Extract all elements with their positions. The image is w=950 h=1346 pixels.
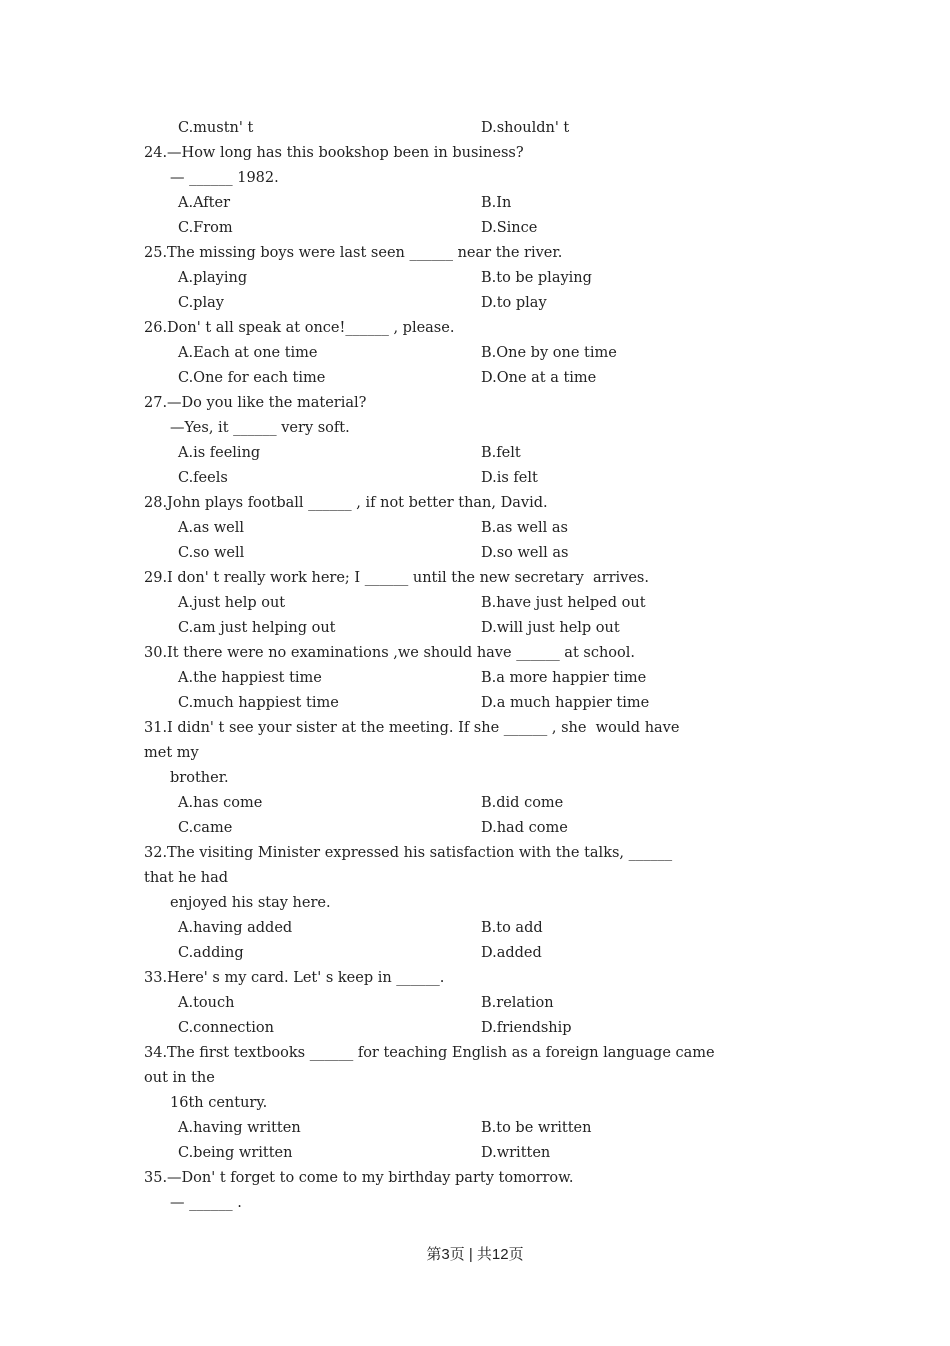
option-d: D.will just help out [481, 620, 620, 636]
option-row [144, 1116, 804, 1141]
option-row [144, 116, 804, 141]
option-row [144, 666, 804, 691]
option-c: C.being written [178, 1145, 293, 1161]
question-34-text: 34.The first textbooks ______ for teaching English as a foreign language came [144, 1045, 715, 1061]
question-32-text: 32.The visiting Minister expressed his satisfaction with the talks, ______ [144, 845, 673, 861]
option-c: C.am just helping out [178, 620, 336, 636]
option-c: C.From [178, 220, 233, 236]
question-35-text: 35.—Don' t forget to come to my birthday party tomorrow. [144, 1170, 574, 1186]
option-b: B.to add [481, 920, 543, 936]
question-33-text: 33.Here' s my card. Let' s keep in ______. [144, 970, 445, 986]
question-31-text: 31.I didn' t see your sister at the meeting. If she ______ , she would have [144, 720, 680, 736]
option-row [144, 366, 804, 391]
option-a: A.just help out [178, 595, 286, 611]
option-a: A.as well [178, 520, 245, 536]
option-c: C.came [178, 820, 233, 836]
question-35-reply: — ______ . [170, 1195, 242, 1211]
question-24-text: 24.—How long has this bookshop been in business? [144, 145, 524, 161]
option-b: B.relation [481, 995, 554, 1011]
option-c: C.adding [178, 945, 244, 961]
question-30-text: 30.It there were no examinations ,we should have ______ at school. [144, 645, 635, 661]
option-a: A.After [178, 195, 231, 211]
option-row [144, 616, 804, 641]
option-d: D.written [481, 1145, 551, 1161]
question-31-text-cont: met my [144, 745, 199, 761]
option-row [144, 216, 804, 241]
question-32-text-cont: enjoyed his stay here. [170, 895, 331, 911]
option-row [144, 466, 804, 491]
option-a: A.is feeling [178, 445, 261, 461]
option-a: A.having written [178, 1120, 301, 1136]
option-d: D.a much happier time [481, 695, 650, 711]
question-26-text: 26.Don' t all speak at once!______ , please. [144, 320, 455, 336]
option-row [144, 266, 804, 291]
option-row [144, 816, 804, 841]
question-27-reply: —Yes, it ______ very soft. [170, 420, 350, 436]
option-row [144, 516, 804, 541]
question-25-text: 25.The missing boys were last seen ______ near the river. [144, 245, 563, 261]
option-c: C.play [178, 295, 224, 311]
option-row [144, 341, 804, 366]
option-d: D.had come [481, 820, 568, 836]
option-d: D.to play [481, 295, 547, 311]
question-34-text-cont: out in the [144, 1070, 215, 1086]
option-a: A.Each at one time [178, 345, 318, 361]
option-d: D.is felt [481, 470, 538, 486]
option-row [144, 991, 804, 1016]
option-b: B.In [481, 195, 512, 211]
option-b: B.felt [481, 445, 521, 461]
option-row [144, 1141, 804, 1166]
option-b: B.One by one time [481, 345, 617, 361]
option-row [144, 691, 804, 716]
option-row [144, 541, 804, 566]
option-row [144, 191, 804, 216]
option-d: D.so well as [481, 545, 569, 561]
option-b: B.to be written [481, 1120, 592, 1136]
question-29-text: 29.I don' t really work here; I ______ until the new secretary arrives. [144, 570, 649, 586]
question-27-text: 27.—Do you like the material? [144, 395, 367, 411]
question-28-text: 28.John plays football ______ , if not better than, David. [144, 495, 548, 511]
option-c: C.much happiest time [178, 695, 339, 711]
option-a: A.playing [178, 270, 248, 286]
option-b: B.as well as [481, 520, 568, 536]
option-a: A.touch [178, 995, 235, 1011]
option-c: C.feels [178, 470, 228, 486]
question-list [144, 116, 804, 1216]
option-c: C.mustn' t [178, 120, 254, 136]
option-row [144, 791, 804, 816]
option-a: A.has come [178, 795, 263, 811]
option-a: A.having added [178, 920, 293, 936]
option-b: B.to be playing [481, 270, 592, 286]
page-number-footer: 第3页 | 共12页 [426, 1246, 524, 1263]
option-a: A.the happiest time [178, 670, 322, 686]
option-d: D.friendship [481, 1020, 572, 1036]
option-d: D.shouldn' t [481, 120, 570, 136]
option-row [144, 1016, 804, 1041]
question-34-text-cont: 16th century. [170, 1095, 268, 1111]
question-32-text-cont: that he had [144, 870, 229, 886]
option-b: B.have just helped out [481, 595, 646, 611]
option-c: C.connection [178, 1020, 274, 1036]
option-row [144, 941, 804, 966]
option-d: D.added [481, 945, 542, 961]
option-row [144, 591, 804, 616]
option-c: C.so well [178, 545, 245, 561]
question-31-text-cont: brother. [170, 770, 229, 786]
option-b: B.did come [481, 795, 564, 811]
option-b: B.a more happier time [481, 670, 647, 686]
option-row [144, 291, 804, 316]
option-c: C.One for each time [178, 370, 326, 386]
option-row [144, 441, 804, 466]
option-row [144, 916, 804, 941]
option-d: D.One at a time [481, 370, 597, 386]
question-24-reply: — ______ 1982. [170, 170, 279, 186]
option-d: D.Since [481, 220, 538, 236]
